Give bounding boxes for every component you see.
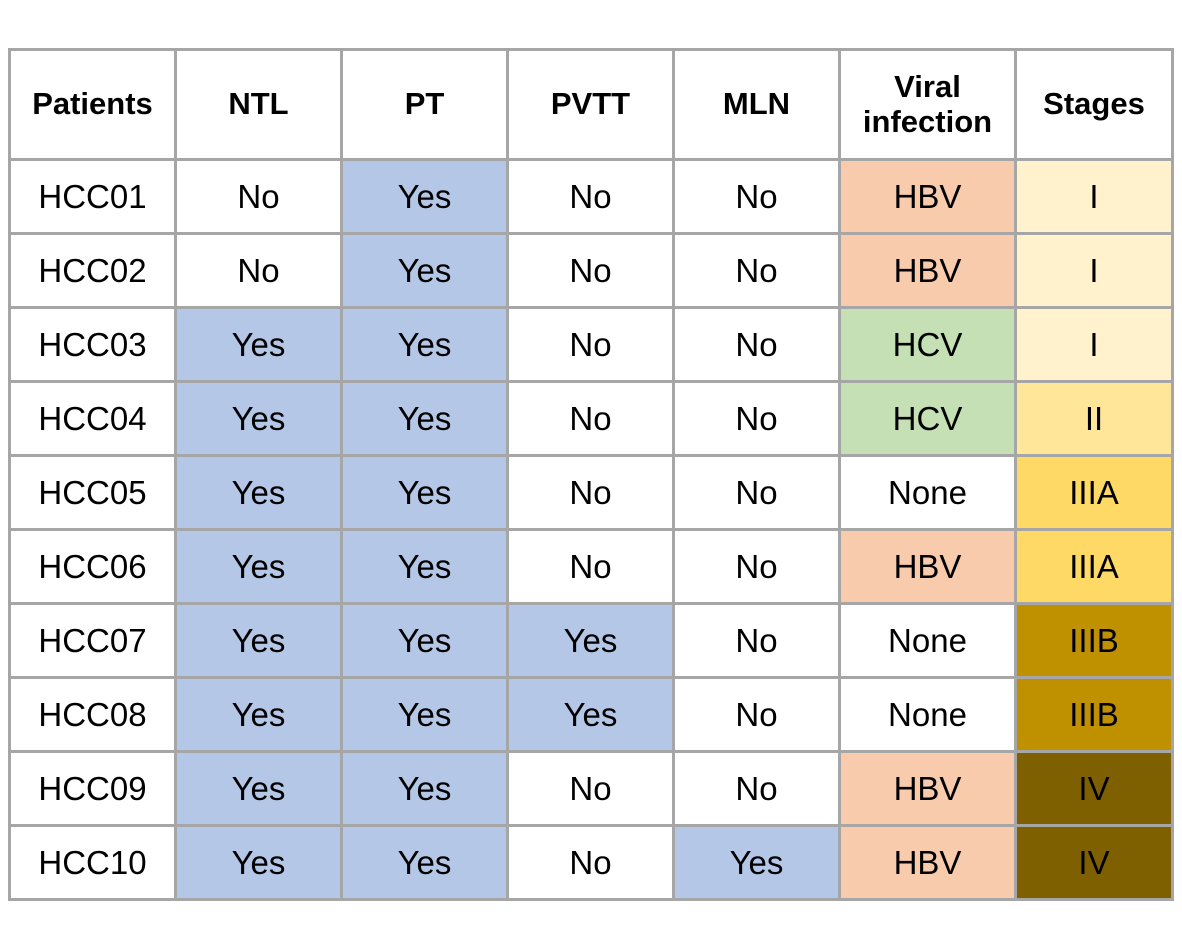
header-pvtt: PVTT [508,50,674,160]
cell-ntl: Yes [176,752,342,826]
cell-stage: IIIB [1016,604,1173,678]
cell-mln: No [674,160,840,234]
cell-viral-infection: HBV [840,826,1016,900]
cell-stage: IIIA [1016,456,1173,530]
cell-ntl: No [176,234,342,308]
cell-stage: IIIB [1016,678,1173,752]
cell-patient: HCC01 [10,160,176,234]
header-pt: PT [342,50,508,160]
cell-viral-infection: None [840,456,1016,530]
cell-pt: Yes [342,234,508,308]
cell-mln: No [674,234,840,308]
cell-pvtt: No [508,752,674,826]
cell-stage: I [1016,160,1173,234]
cell-viral-infection: None [840,678,1016,752]
cell-ntl: Yes [176,678,342,752]
table-row [10,604,1173,678]
cell-pvtt: No [508,160,674,234]
cell-patient: HCC06 [10,530,176,604]
cell-pt: Yes [342,530,508,604]
table-row [10,826,1173,900]
cell-ntl: Yes [176,382,342,456]
header-ntl: NTL [176,50,342,160]
cell-stage: IIIA [1016,530,1173,604]
cell-pt: Yes [342,604,508,678]
cell-pvtt: No [508,308,674,382]
cell-pt: Yes [342,382,508,456]
cell-mln: No [674,382,840,456]
cell-stage: I [1016,308,1173,382]
cell-viral-infection: HBV [840,160,1016,234]
cell-pt: Yes [342,160,508,234]
cell-viral-infection: HBV [840,752,1016,826]
table-row [10,456,1173,530]
table-row [10,160,1173,234]
table-body [10,160,1173,900]
cell-pt: Yes [342,752,508,826]
cell-ntl: Yes [176,530,342,604]
cell-pt: Yes [342,678,508,752]
cell-pvtt: No [508,382,674,456]
cell-ntl: No [176,160,342,234]
cell-ntl: Yes [176,308,342,382]
cell-mln: No [674,308,840,382]
patients-table [8,48,1174,901]
cell-pvtt: Yes [508,678,674,752]
cell-stage: II [1016,382,1173,456]
cell-viral-infection: HCV [840,382,1016,456]
cell-ntl: Yes [176,604,342,678]
cell-patient: HCC09 [10,752,176,826]
cell-patient: HCC10 [10,826,176,900]
cell-patient: HCC04 [10,382,176,456]
cell-viral-infection: HBV [840,234,1016,308]
cell-stage: IV [1016,826,1173,900]
cell-patient: HCC08 [10,678,176,752]
cell-patient: HCC07 [10,604,176,678]
table-row [10,308,1173,382]
cell-pvtt: No [508,530,674,604]
cell-mln: No [674,604,840,678]
cell-stage: I [1016,234,1173,308]
header-row [10,50,1173,160]
cell-pvtt: No [508,826,674,900]
cell-pvtt: Yes [508,604,674,678]
cell-stage: IV [1016,752,1173,826]
header-stages: Stages [1016,50,1173,160]
cell-mln: Yes [674,826,840,900]
cell-viral-infection: HBV [840,530,1016,604]
cell-pvtt: No [508,234,674,308]
header-patients: Patients [10,50,176,160]
table-row [10,530,1173,604]
cell-pt: Yes [342,308,508,382]
cell-mln: No [674,752,840,826]
cell-viral-infection: HCV [840,308,1016,382]
cell-pt: Yes [342,826,508,900]
header-mln: MLN [674,50,840,160]
table-row [10,234,1173,308]
cell-ntl: Yes [176,456,342,530]
cell-viral-infection: None [840,604,1016,678]
header-viral-infection: Viral infection [840,50,1016,160]
cell-patient: HCC02 [10,234,176,308]
cell-mln: No [674,530,840,604]
table-row [10,752,1173,826]
cell-patient: HCC05 [10,456,176,530]
table-row [10,382,1173,456]
table-row [10,678,1173,752]
cell-mln: No [674,678,840,752]
cell-pt: Yes [342,456,508,530]
cell-pvtt: No [508,456,674,530]
cell-mln: No [674,456,840,530]
cell-ntl: Yes [176,826,342,900]
cell-patient: HCC03 [10,308,176,382]
